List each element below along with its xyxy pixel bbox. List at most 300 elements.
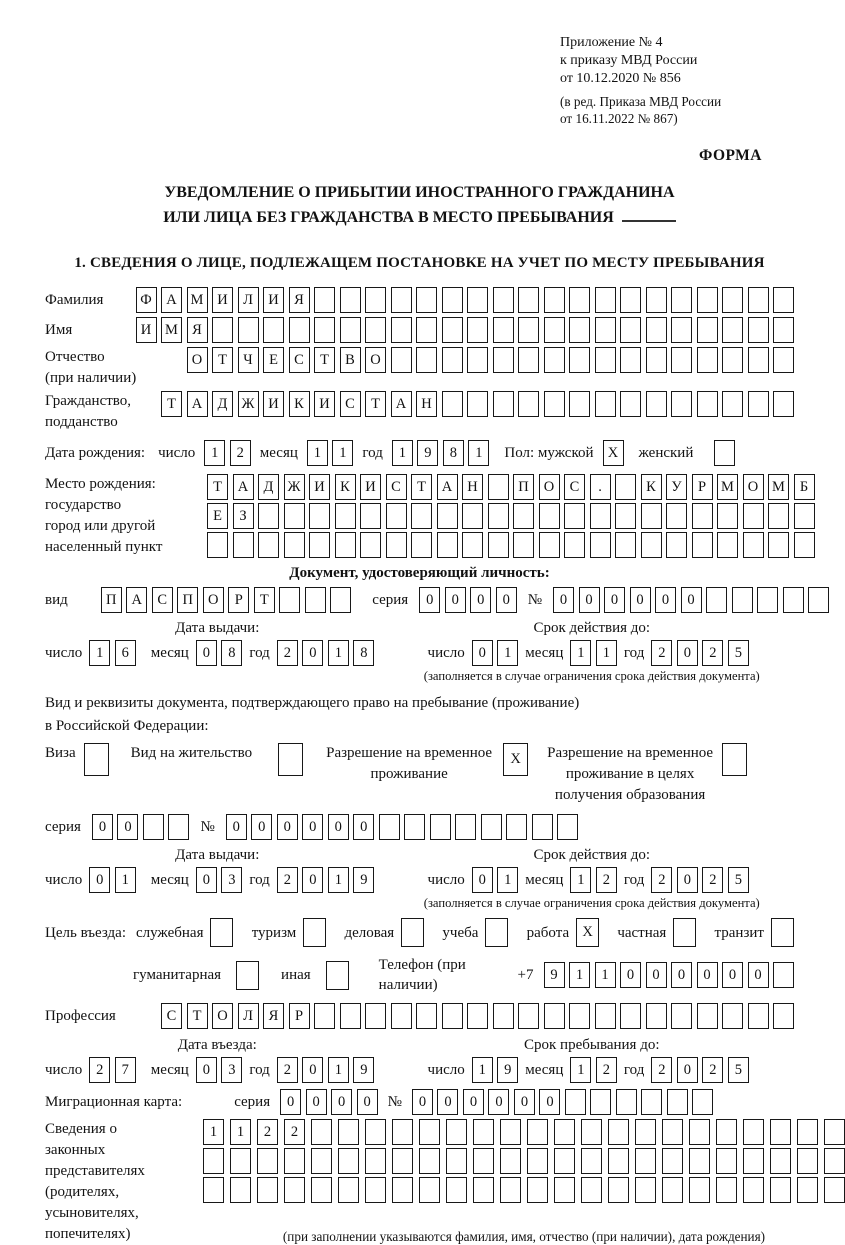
char-cell[interactable]: 0 — [463, 1089, 484, 1115]
char-cell[interactable]: Ф — [136, 287, 157, 313]
char-cell[interactable]: Т — [314, 347, 335, 373]
char-cell[interactable] — [824, 1148, 845, 1174]
char-cell[interactable] — [488, 474, 509, 500]
char-cell[interactable] — [743, 532, 764, 558]
char-cell[interactable] — [473, 1148, 494, 1174]
char-cell[interactable]: 3 — [221, 867, 242, 893]
char-cell[interactable] — [386, 503, 407, 529]
char-cell[interactable]: 7 — [115, 1057, 136, 1083]
char-cell[interactable] — [581, 1148, 602, 1174]
char-cell[interactable] — [391, 1003, 412, 1029]
char-cell[interactable] — [773, 287, 794, 313]
char-cell[interactable] — [338, 1119, 359, 1145]
char-cell[interactable] — [671, 287, 692, 313]
char-cell[interactable] — [473, 1177, 494, 1203]
char-cell[interactable] — [284, 1177, 305, 1203]
char-cell[interactable] — [692, 1089, 713, 1115]
char-cell[interactable] — [401, 918, 424, 947]
char-cell[interactable] — [615, 503, 636, 529]
char-cell[interactable] — [233, 532, 254, 558]
char-cell[interactable]: 0 — [677, 867, 698, 893]
char-cell[interactable] — [340, 317, 361, 343]
char-cell[interactable] — [773, 391, 794, 417]
char-cell[interactable] — [671, 347, 692, 373]
char-cell[interactable]: 0 — [302, 867, 323, 893]
char-cell[interactable] — [646, 287, 667, 313]
char-cell[interactable] — [794, 503, 815, 529]
char-cell[interactable] — [257, 1177, 278, 1203]
char-cell[interactable]: Ж — [238, 391, 259, 417]
char-cell[interactable] — [365, 1119, 386, 1145]
char-cell[interactable] — [671, 317, 692, 343]
char-cell[interactable] — [689, 1177, 710, 1203]
char-cell[interactable] — [717, 503, 738, 529]
char-cell[interactable] — [303, 918, 326, 947]
char-cell[interactable] — [768, 503, 789, 529]
char-cell[interactable]: Т — [161, 391, 182, 417]
char-cell[interactable]: С — [161, 1003, 182, 1029]
char-cell[interactable]: 9 — [353, 1057, 374, 1083]
char-cell[interactable] — [330, 587, 351, 613]
char-cell[interactable] — [722, 1003, 743, 1029]
char-cell[interactable] — [544, 317, 565, 343]
char-cell[interactable] — [689, 1119, 710, 1145]
char-cell[interactable]: Т — [212, 347, 233, 373]
char-cell[interactable]: 0 — [553, 587, 574, 613]
char-cell[interactable]: Р — [228, 587, 249, 613]
char-cell[interactable] — [662, 1148, 683, 1174]
char-cell[interactable] — [641, 503, 662, 529]
char-cell[interactable]: 1 — [307, 440, 328, 466]
char-cell[interactable] — [314, 287, 335, 313]
char-cell[interactable] — [212, 317, 233, 343]
char-cell[interactable] — [365, 1148, 386, 1174]
char-cell[interactable]: Р — [692, 474, 713, 500]
char-cell[interactable] — [392, 1148, 413, 1174]
char-cell[interactable]: 1 — [204, 440, 225, 466]
char-cell[interactable]: Т — [187, 1003, 208, 1029]
char-cell[interactable] — [824, 1177, 845, 1203]
char-cell[interactable]: 9 — [544, 962, 565, 988]
char-cell[interactable]: И — [263, 391, 284, 417]
char-cell[interactable]: 8 — [353, 640, 374, 666]
char-cell[interactable] — [284, 503, 305, 529]
char-cell[interactable] — [569, 1003, 590, 1029]
char-cell[interactable] — [620, 347, 641, 373]
char-cell[interactable] — [305, 587, 326, 613]
char-cell[interactable] — [697, 391, 718, 417]
char-cell[interactable] — [419, 1119, 440, 1145]
char-cell[interactable] — [488, 503, 509, 529]
char-cell[interactable]: 0 — [226, 814, 247, 840]
char-cell[interactable]: 1 — [468, 440, 489, 466]
char-cell[interactable] — [467, 391, 488, 417]
char-cell[interactable]: 2 — [277, 1057, 298, 1083]
char-cell[interactable]: 0 — [646, 962, 667, 988]
char-cell[interactable] — [770, 1148, 791, 1174]
char-cell[interactable] — [768, 532, 789, 558]
char-cell[interactable] — [673, 918, 696, 947]
char-cell[interactable] — [544, 347, 565, 373]
char-cell[interactable] — [365, 317, 386, 343]
char-cell[interactable] — [467, 287, 488, 313]
char-cell[interactable] — [671, 391, 692, 417]
char-cell[interactable]: X — [576, 918, 599, 947]
char-cell[interactable]: 0 — [302, 1057, 323, 1083]
char-cell[interactable] — [500, 1119, 521, 1145]
char-cell[interactable] — [544, 287, 565, 313]
char-cell[interactable]: 2 — [702, 867, 723, 893]
char-cell[interactable] — [716, 1148, 737, 1174]
char-cell[interactable] — [620, 317, 641, 343]
char-cell[interactable]: 0 — [630, 587, 651, 613]
char-cell[interactable] — [481, 814, 502, 840]
char-cell[interactable]: 2 — [596, 1057, 617, 1083]
char-cell[interactable] — [309, 503, 330, 529]
char-cell[interactable]: 0 — [671, 962, 692, 988]
char-cell[interactable] — [615, 532, 636, 558]
char-cell[interactable] — [797, 1177, 818, 1203]
char-cell[interactable] — [590, 503, 611, 529]
char-cell[interactable] — [743, 1119, 764, 1145]
char-cell[interactable]: 6 — [115, 640, 136, 666]
char-cell[interactable]: М — [768, 474, 789, 500]
char-cell[interactable]: 0 — [472, 640, 493, 666]
char-cell[interactable]: А — [126, 587, 147, 613]
char-cell[interactable] — [446, 1177, 467, 1203]
char-cell[interactable] — [493, 347, 514, 373]
char-cell[interactable]: 9 — [417, 440, 438, 466]
char-cell[interactable] — [289, 317, 310, 343]
char-cell[interactable]: 1 — [570, 640, 591, 666]
char-cell[interactable]: П — [513, 474, 534, 500]
char-cell[interactable] — [554, 1119, 575, 1145]
char-cell[interactable] — [748, 317, 769, 343]
char-cell[interactable] — [360, 532, 381, 558]
char-cell[interactable]: Т — [411, 474, 432, 500]
char-cell[interactable] — [595, 391, 616, 417]
char-cell[interactable] — [794, 532, 815, 558]
char-cell[interactable] — [506, 814, 527, 840]
char-cell[interactable] — [773, 1003, 794, 1029]
char-cell[interactable]: 0 — [472, 867, 493, 893]
char-cell[interactable] — [581, 1119, 602, 1145]
char-cell[interactable] — [518, 287, 539, 313]
char-cell[interactable]: М — [187, 287, 208, 313]
char-cell[interactable]: 0 — [196, 640, 217, 666]
char-cell[interactable] — [716, 1119, 737, 1145]
char-cell[interactable] — [595, 287, 616, 313]
char-cell[interactable]: И — [136, 317, 157, 343]
char-cell[interactable] — [311, 1177, 332, 1203]
char-cell[interactable]: 5 — [728, 867, 749, 893]
char-cell[interactable] — [493, 391, 514, 417]
char-cell[interactable]: . — [590, 474, 611, 500]
char-cell[interactable] — [824, 1119, 845, 1145]
char-cell[interactable]: 0 — [437, 1089, 458, 1115]
char-cell[interactable]: 1 — [570, 867, 591, 893]
char-cell[interactable]: 2 — [277, 640, 298, 666]
char-cell[interactable]: 1 — [230, 1119, 251, 1145]
char-cell[interactable]: 0 — [677, 1057, 698, 1083]
char-cell[interactable] — [564, 503, 585, 529]
char-cell[interactable] — [569, 317, 590, 343]
char-cell[interactable]: С — [152, 587, 173, 613]
char-cell[interactable]: Т — [207, 474, 228, 500]
char-cell[interactable] — [143, 814, 164, 840]
char-cell[interactable]: А — [233, 474, 254, 500]
char-cell[interactable] — [666, 532, 687, 558]
char-cell[interactable] — [446, 1119, 467, 1145]
char-cell[interactable]: П — [177, 587, 198, 613]
char-cell[interactable] — [608, 1177, 629, 1203]
char-cell[interactable]: С — [386, 474, 407, 500]
char-cell[interactable] — [467, 317, 488, 343]
char-cell[interactable] — [493, 287, 514, 313]
char-cell[interactable]: Д — [212, 391, 233, 417]
char-cell[interactable]: А — [187, 391, 208, 417]
char-cell[interactable]: X — [603, 440, 624, 466]
char-cell[interactable] — [641, 1089, 662, 1115]
char-cell[interactable] — [667, 1089, 688, 1115]
char-cell[interactable]: 3 — [221, 1057, 242, 1083]
char-cell[interactable] — [722, 391, 743, 417]
char-cell[interactable]: 1 — [497, 640, 518, 666]
char-cell[interactable] — [569, 391, 590, 417]
char-cell[interactable]: И — [212, 287, 233, 313]
char-cell[interactable] — [365, 1003, 386, 1029]
char-cell[interactable]: 0 — [196, 1057, 217, 1083]
char-cell[interactable] — [771, 918, 794, 947]
char-cell[interactable]: М — [161, 317, 182, 343]
char-cell[interactable] — [595, 317, 616, 343]
char-cell[interactable] — [311, 1119, 332, 1145]
char-cell[interactable]: 0 — [681, 587, 702, 613]
char-cell[interactable] — [442, 317, 463, 343]
char-cell[interactable] — [203, 1148, 224, 1174]
char-cell[interactable] — [646, 317, 667, 343]
char-cell[interactable]: П — [101, 587, 122, 613]
char-cell[interactable] — [360, 503, 381, 529]
char-cell[interactable] — [203, 1177, 224, 1203]
char-cell[interactable]: Р — [289, 1003, 310, 1029]
char-cell[interactable] — [391, 317, 412, 343]
char-cell[interactable] — [671, 1003, 692, 1029]
char-cell[interactable] — [564, 532, 585, 558]
char-cell[interactable] — [207, 532, 228, 558]
char-cell[interactable]: О — [743, 474, 764, 500]
char-cell[interactable] — [485, 918, 508, 947]
char-cell[interactable] — [500, 1148, 521, 1174]
char-cell[interactable] — [635, 1148, 656, 1174]
char-cell[interactable] — [666, 503, 687, 529]
char-cell[interactable] — [692, 532, 713, 558]
char-cell[interactable]: 0 — [470, 587, 491, 613]
char-cell[interactable] — [386, 532, 407, 558]
char-cell[interactable] — [641, 532, 662, 558]
char-cell[interactable] — [168, 814, 189, 840]
char-cell[interactable] — [326, 961, 349, 990]
char-cell[interactable]: Л — [238, 1003, 259, 1029]
char-cell[interactable] — [437, 532, 458, 558]
char-cell[interactable]: М — [717, 474, 738, 500]
char-cell[interactable] — [365, 287, 386, 313]
char-cell[interactable] — [518, 317, 539, 343]
char-cell[interactable] — [430, 814, 451, 840]
char-cell[interactable]: И — [314, 391, 335, 417]
char-cell[interactable] — [446, 1148, 467, 1174]
char-cell[interactable] — [646, 1003, 667, 1029]
char-cell[interactable]: Ч — [238, 347, 259, 373]
char-cell[interactable] — [697, 287, 718, 313]
char-cell[interactable]: 2 — [89, 1057, 110, 1083]
char-cell[interactable] — [808, 587, 829, 613]
char-cell[interactable]: 0 — [496, 587, 517, 613]
char-cell[interactable]: X — [503, 743, 528, 776]
char-cell[interactable]: 0 — [579, 587, 600, 613]
char-cell[interactable] — [314, 317, 335, 343]
char-cell[interactable]: К — [289, 391, 310, 417]
char-cell[interactable] — [743, 1148, 764, 1174]
char-cell[interactable]: О — [187, 347, 208, 373]
char-cell[interactable] — [392, 1119, 413, 1145]
char-cell[interactable]: Я — [263, 1003, 284, 1029]
char-cell[interactable]: 1 — [332, 440, 353, 466]
char-cell[interactable] — [692, 503, 713, 529]
char-cell[interactable]: 0 — [539, 1089, 560, 1115]
char-cell[interactable] — [757, 587, 778, 613]
char-cell[interactable] — [419, 1148, 440, 1174]
char-cell[interactable] — [539, 532, 560, 558]
char-cell[interactable]: 0 — [677, 640, 698, 666]
char-cell[interactable] — [717, 532, 738, 558]
char-cell[interactable] — [615, 474, 636, 500]
char-cell[interactable]: С — [564, 474, 585, 500]
char-cell[interactable]: 1 — [203, 1119, 224, 1145]
char-cell[interactable] — [554, 1177, 575, 1203]
char-cell[interactable] — [646, 347, 667, 373]
char-cell[interactable] — [722, 287, 743, 313]
char-cell[interactable]: 2 — [230, 440, 251, 466]
char-cell[interactable]: 2 — [702, 1057, 723, 1083]
char-cell[interactable]: О — [212, 1003, 233, 1029]
char-cell[interactable]: Ж — [284, 474, 305, 500]
char-cell[interactable]: О — [203, 587, 224, 613]
char-cell[interactable] — [210, 918, 233, 947]
char-cell[interactable] — [404, 814, 425, 840]
char-cell[interactable] — [493, 317, 514, 343]
char-cell[interactable] — [527, 1148, 548, 1174]
char-cell[interactable]: 1 — [392, 440, 413, 466]
char-cell[interactable] — [278, 743, 303, 776]
char-cell[interactable] — [697, 317, 718, 343]
char-cell[interactable] — [743, 1177, 764, 1203]
char-cell[interactable]: 0 — [697, 962, 718, 988]
char-cell[interactable]: 0 — [251, 814, 272, 840]
char-cell[interactable]: 0 — [196, 867, 217, 893]
char-cell[interactable] — [314, 1003, 335, 1029]
char-cell[interactable] — [257, 1148, 278, 1174]
char-cell[interactable] — [419, 1177, 440, 1203]
char-cell[interactable]: А — [391, 391, 412, 417]
char-cell[interactable] — [311, 1148, 332, 1174]
char-cell[interactable]: 1 — [115, 867, 136, 893]
char-cell[interactable]: Я — [187, 317, 208, 343]
char-cell[interactable] — [518, 391, 539, 417]
char-cell[interactable] — [557, 814, 578, 840]
char-cell[interactable] — [338, 1177, 359, 1203]
char-cell[interactable]: 2 — [651, 640, 672, 666]
char-cell[interactable] — [770, 1119, 791, 1145]
char-cell[interactable] — [365, 1177, 386, 1203]
char-cell[interactable] — [544, 1003, 565, 1029]
char-cell[interactable]: О — [539, 474, 560, 500]
char-cell[interactable]: 0 — [488, 1089, 509, 1115]
char-cell[interactable]: 2 — [277, 867, 298, 893]
char-cell[interactable] — [258, 503, 279, 529]
char-cell[interactable] — [527, 1119, 548, 1145]
char-cell[interactable] — [442, 391, 463, 417]
char-cell[interactable] — [284, 1148, 305, 1174]
char-cell[interactable]: 9 — [497, 1057, 518, 1083]
char-cell[interactable] — [620, 1003, 641, 1029]
char-cell[interactable] — [488, 532, 509, 558]
char-cell[interactable]: 0 — [280, 1089, 301, 1115]
char-cell[interactable] — [416, 1003, 437, 1029]
char-cell[interactable]: 1 — [596, 640, 617, 666]
char-cell[interactable] — [581, 1177, 602, 1203]
char-cell[interactable] — [279, 587, 300, 613]
char-cell[interactable] — [722, 743, 747, 776]
char-cell[interactable] — [442, 1003, 463, 1029]
char-cell[interactable] — [569, 347, 590, 373]
char-cell[interactable] — [773, 347, 794, 373]
char-cell[interactable] — [455, 814, 476, 840]
char-cell[interactable]: 8 — [443, 440, 464, 466]
char-cell[interactable]: 1 — [328, 867, 349, 893]
char-cell[interactable] — [392, 1177, 413, 1203]
char-cell[interactable] — [462, 503, 483, 529]
char-cell[interactable]: 5 — [728, 1057, 749, 1083]
char-cell[interactable] — [743, 503, 764, 529]
char-cell[interactable]: 1 — [472, 1057, 493, 1083]
char-cell[interactable] — [732, 587, 753, 613]
char-cell[interactable] — [689, 1148, 710, 1174]
char-cell[interactable] — [722, 347, 743, 373]
char-cell[interactable] — [770, 1177, 791, 1203]
char-cell[interactable]: Т — [365, 391, 386, 417]
char-cell[interactable]: 0 — [445, 587, 466, 613]
char-cell[interactable] — [309, 532, 330, 558]
char-cell[interactable] — [513, 532, 534, 558]
char-cell[interactable]: 0 — [306, 1089, 327, 1115]
char-cell[interactable]: Н — [462, 474, 483, 500]
char-cell[interactable] — [595, 1003, 616, 1029]
char-cell[interactable] — [338, 1148, 359, 1174]
char-cell[interactable] — [797, 1148, 818, 1174]
char-cell[interactable]: 1 — [497, 867, 518, 893]
char-cell[interactable] — [84, 743, 109, 776]
char-cell[interactable] — [646, 391, 667, 417]
char-cell[interactable]: 5 — [728, 640, 749, 666]
char-cell[interactable] — [539, 503, 560, 529]
char-cell[interactable] — [416, 317, 437, 343]
char-cell[interactable] — [258, 532, 279, 558]
char-cell[interactable] — [416, 287, 437, 313]
char-cell[interactable]: 0 — [722, 962, 743, 988]
char-cell[interactable] — [391, 287, 412, 313]
char-cell[interactable] — [616, 1089, 637, 1115]
